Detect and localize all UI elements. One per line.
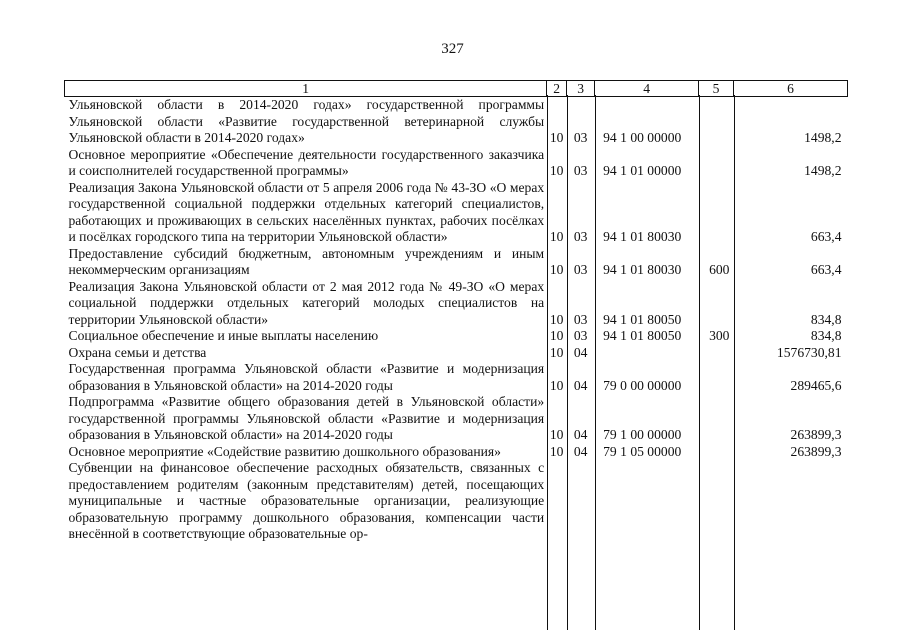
row-csr-cell — [595, 460, 699, 543]
table-row — [65, 328, 848, 345]
column-rule — [547, 95, 548, 630]
row-name-cell: Охрана семьи и детства — [68, 344, 207, 360]
row-amount-cell: 1498,2 — [804, 130, 842, 145]
table-row — [65, 279, 848, 329]
row-subsection-cell: 04 — [573, 427, 588, 442]
row-name-cell: Социальное обеспечение и иные выплаты населению — [68, 328, 379, 343]
row-subsection-cell: 03 — [573, 130, 588, 145]
row-csr-cell: 94 1 01 80050 — [603, 311, 682, 327]
row-subsection-cell: 04 — [573, 344, 588, 360]
row-vr-cell — [699, 97, 734, 147]
row-name-cell: Основное мероприятие «Обеспечение деятельности государственного заказчика и соисполнителей государственной программы» — [68, 146, 545, 178]
column-rule — [734, 95, 735, 630]
row-name-cell: Субвенции на финансовое обеспечение расходных обязательств, связанных с предоставлением родителям (законным представителям) детей, посещающих муниципальные и частные образовательные организации, реализующие образовательную программу дошкольного образования, компенсации части внесённой в соответствующие образовательные ор- — [68, 460, 545, 541]
row-name-cell: Государственная программа Ульяновской области «Развитие и модернизация образования в Ульяновской области» на 2014-2020 годы — [68, 361, 545, 393]
header-cell-amount: 6 — [734, 81, 848, 97]
row-section-cell: 10 — [549, 377, 564, 393]
column-rule — [699, 95, 700, 630]
row-csr-cell: 79 0 00 00000 — [603, 377, 682, 393]
row-section-cell: 10 — [549, 328, 564, 343]
row-subsection-cell: 03 — [573, 328, 588, 343]
table-row — [65, 246, 848, 279]
header-row — [65, 81, 848, 97]
row-name-cell: Реализация Закона Ульяновской области от 5 апреля 2006 года № 43-ЗО «О мерах государственной социальной поддержки отдельных категорий специалистов, работающих и проживающих в сельских населённых пунктах, рабочих посёлках и посёлках городского типа на территории Ульяновской области» — [68, 179, 545, 244]
row-vr-cell — [699, 394, 734, 444]
row-subsection-cell: 04 — [573, 377, 588, 393]
row-section-cell: 10 — [549, 130, 564, 145]
row-name-cell: Реализация Закона Ульяновской области от 2 мая 2012 года № 49-ЗО «О мерах социальной поддержки отдельных категорий молодых специалистов на территории Ульяновской области» — [68, 278, 545, 327]
row-subsection-cell: 04 — [573, 443, 588, 459]
row-amount-cell: 834,8 — [810, 328, 842, 343]
table-row — [65, 444, 848, 461]
row-vr-cell — [699, 345, 734, 362]
page-number: 327 — [441, 41, 464, 57]
table-row — [65, 345, 848, 362]
row-section-cell: 10 — [549, 443, 564, 459]
table-row — [65, 394, 848, 444]
row-section-cell: 10 — [549, 427, 564, 442]
row-vr-cell — [699, 279, 734, 329]
row-name-cell: Основное мероприятие «Содействие развитию дошкольного образования» — [68, 443, 501, 459]
row-subsection-cell: 03 — [573, 311, 588, 327]
header-cell-name: 1 — [65, 81, 547, 97]
row-amount-cell: 663,4 — [810, 229, 842, 244]
row-name-cell: Подпрограмма «Развитие общего образования детей в Ульяновской области» государственной программы Ульяновской области «Развитие и модернизация образования в Ульяновской области» на 2014-2020 годы — [68, 394, 545, 442]
row-csr-cell: 79 1 05 00000 — [603, 443, 682, 459]
column-rule — [595, 95, 596, 630]
row-vr-cell: 600 — [709, 262, 730, 277]
row-subsection-cell: 03 — [573, 262, 588, 277]
row-amount-cell: 1498,2 — [804, 163, 842, 178]
table-row — [65, 147, 848, 180]
row-csr-cell: 94 1 01 80030 — [603, 262, 682, 277]
row-amount-cell: 663,4 — [810, 262, 842, 277]
row-section-cell: 10 — [549, 229, 564, 244]
row-vr-cell — [699, 361, 734, 394]
row-csr-cell: 79 1 00 00000 — [603, 427, 682, 442]
row-subsection-cell — [567, 460, 595, 543]
table-body — [65, 97, 848, 543]
row-vr-cell: 300 — [709, 328, 730, 343]
table-row — [65, 180, 848, 246]
row-subsection-cell: 03 — [573, 163, 588, 178]
row-section-cell: 10 — [549, 163, 564, 178]
row-name-cell: Ульяновской области в 2014-2020 годах» государственной программы Ульяновской области «Развитие государственной ветеринарной службы Ульяновской области в 2014-2020 годах» — [68, 97, 545, 145]
row-amount-cell — [734, 460, 848, 543]
row-csr-cell: 94 1 01 80050 — [603, 328, 682, 343]
row-csr-cell: 94 1 00 00000 — [603, 130, 682, 145]
row-csr-cell: 94 1 01 80030 — [603, 229, 682, 244]
row-vr-cell — [699, 147, 734, 180]
row-amount-cell: 289465,6 — [790, 377, 842, 393]
row-section-cell: 10 — [549, 262, 564, 277]
row-subsection-cell: 03 — [573, 229, 588, 244]
row-section-cell — [547, 460, 567, 543]
row-amount-cell: 1576730,81 — [776, 344, 842, 360]
header-cell-csr: 4 — [595, 81, 699, 97]
header-cell-vr: 5 — [699, 81, 734, 97]
header-cell-subsection: 3 — [567, 81, 595, 97]
row-amount-cell: 834,8 — [810, 311, 842, 327]
row-amount-cell: 263899,3 — [790, 443, 842, 459]
row-vr-cell — [699, 180, 734, 246]
row-csr-cell — [595, 345, 699, 362]
row-vr-cell — [699, 444, 734, 461]
row-section-cell: 10 — [549, 344, 564, 360]
header-cell-section: 2 — [547, 81, 567, 97]
budget-table — [64, 80, 848, 543]
row-amount-cell: 263899,3 — [790, 427, 842, 442]
row-csr-cell: 94 1 01 00000 — [603, 163, 682, 178]
row-section-cell: 10 — [549, 311, 564, 327]
row-name-cell: Предоставление субсидий бюджетным, автономным учреждениям и иным некоммерческим организациям — [68, 245, 545, 277]
table-row — [65, 97, 848, 147]
row-vr-cell — [699, 460, 734, 543]
table-row — [65, 460, 848, 543]
table-row — [65, 361, 848, 394]
column-rule — [567, 95, 568, 630]
